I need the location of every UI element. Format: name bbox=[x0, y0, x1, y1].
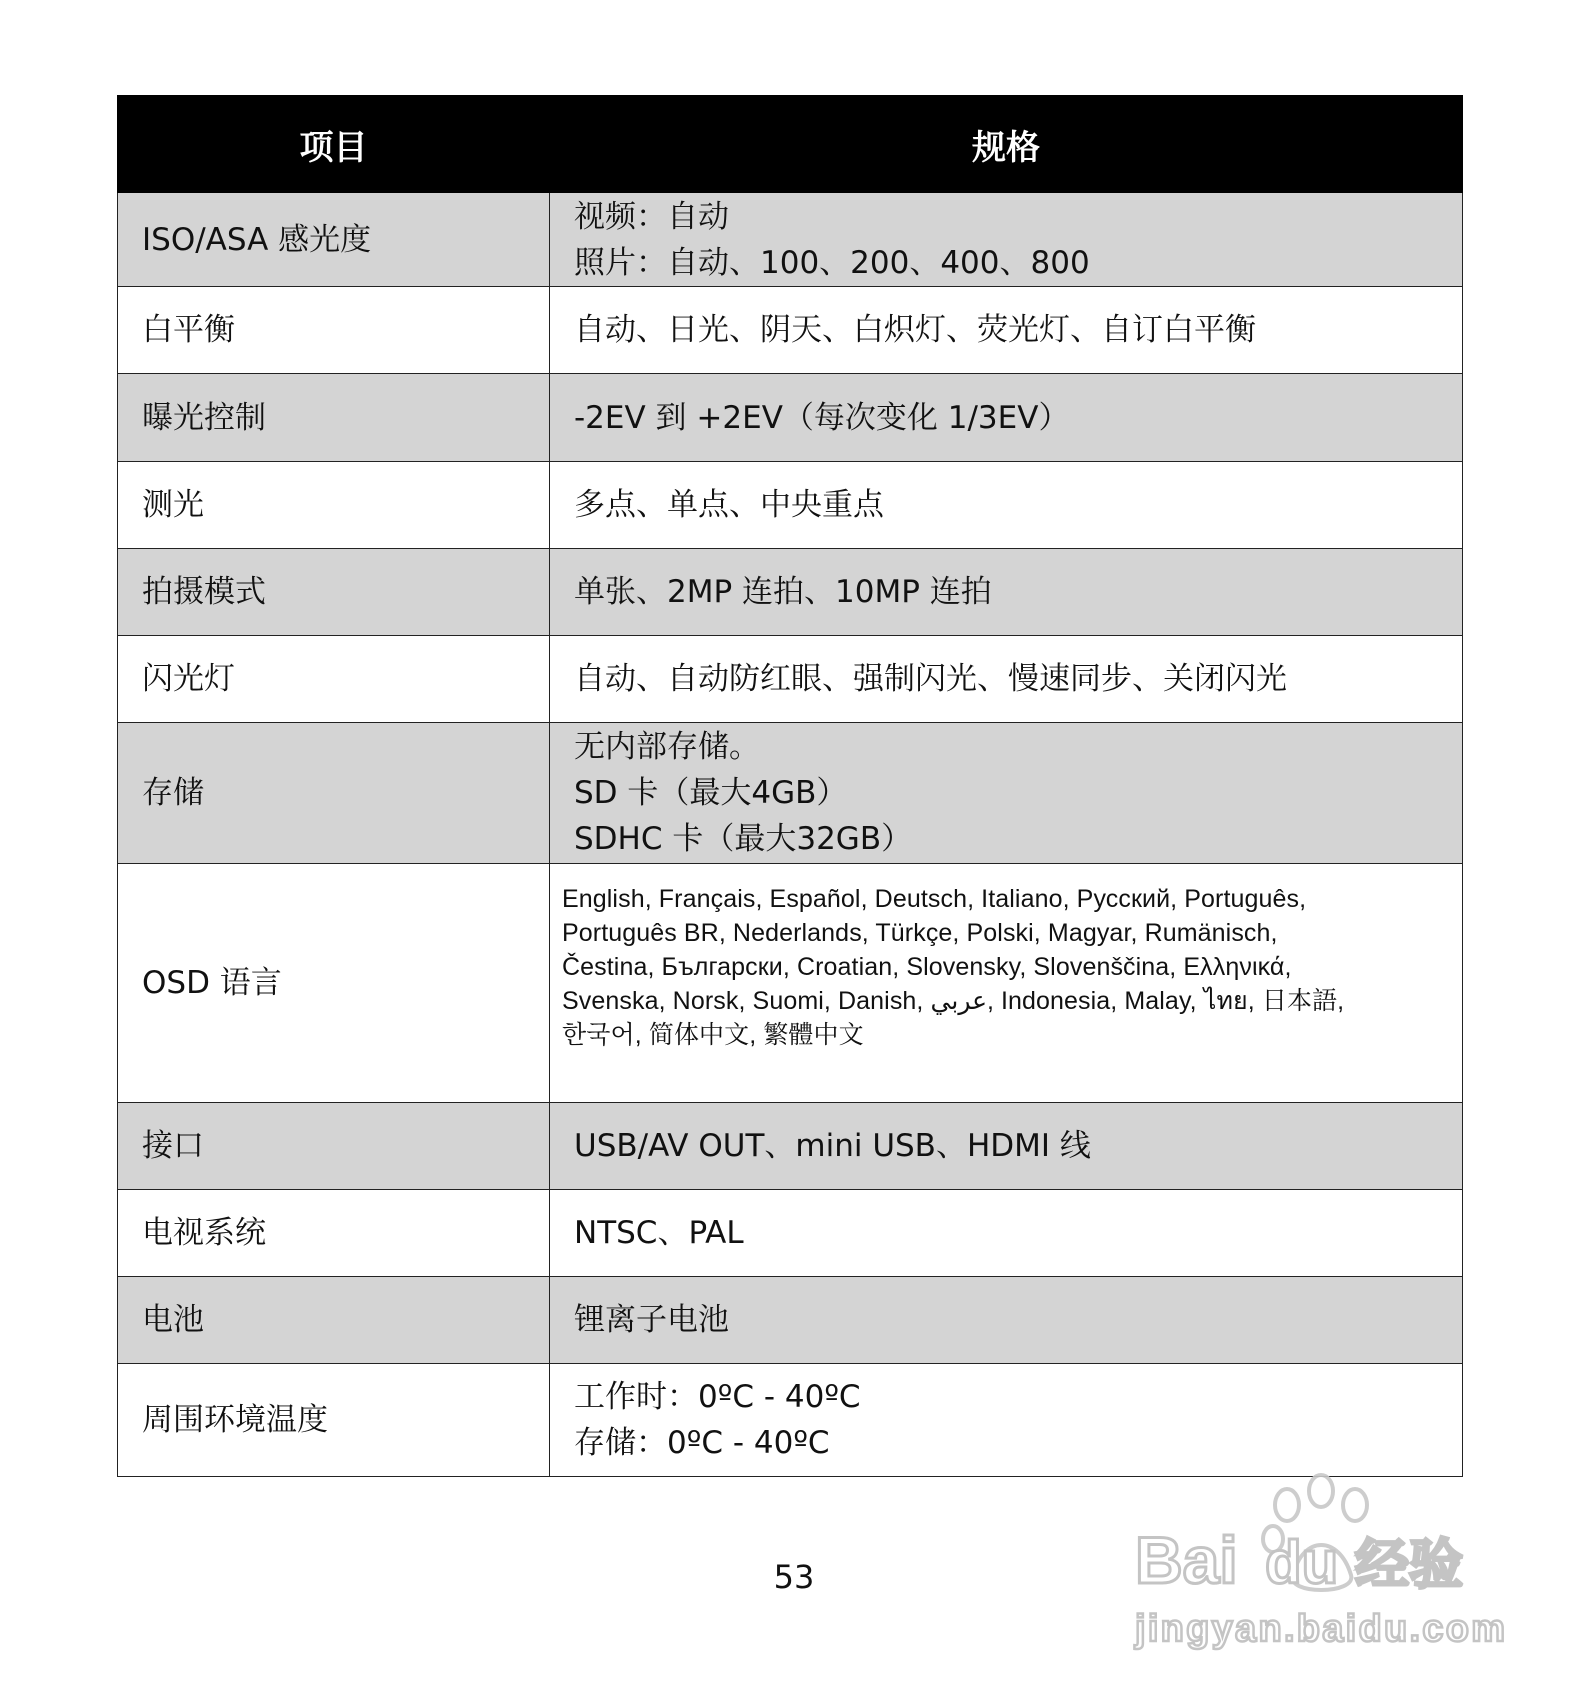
row-item: 闪光灯 bbox=[118, 636, 550, 723]
row-spec bbox=[550, 193, 1463, 287]
language-line: Čestina, Български, Croatian, Slovensky, Slovenščina, Ελληνικά, bbox=[562, 953, 1292, 981]
table-row bbox=[118, 1364, 1463, 1477]
spec-line: 多点、单点、中央重点 bbox=[574, 487, 884, 523]
language-line: Svenska, Norsk, Suomi, Danish, عربي, Indonesia, Malay, ไทย, 日本語, bbox=[562, 987, 1345, 1015]
table-row bbox=[118, 723, 1463, 864]
row-spec-languages bbox=[550, 864, 1463, 1103]
table-row bbox=[118, 1190, 1463, 1277]
language-line: 한국어, 简体中文, 繁體中文 bbox=[562, 1021, 864, 1049]
header-item: 项目 bbox=[118, 96, 550, 193]
row-item: 电视系统 bbox=[118, 1190, 550, 1277]
table-row bbox=[118, 1103, 1463, 1190]
spec-line: 无内部存储。 bbox=[574, 729, 760, 765]
row-spec bbox=[550, 374, 1463, 462]
spec-line: NTSC、PAL bbox=[574, 1215, 744, 1251]
row-spec bbox=[550, 1277, 1463, 1364]
svg-text:经验: 经验 bbox=[1355, 1533, 1463, 1596]
table-header-row bbox=[118, 96, 1463, 193]
table-row bbox=[118, 287, 1463, 374]
row-spec bbox=[550, 1103, 1463, 1190]
row-item: 存储 bbox=[118, 723, 550, 864]
spec-line: -2EV 到 +2EV（每次变化 1/3EV） bbox=[574, 399, 1070, 436]
row-item: OSD 语言 bbox=[118, 864, 550, 1103]
table-row bbox=[118, 193, 1463, 287]
row-item: 测光 bbox=[118, 462, 550, 549]
table-row bbox=[118, 636, 1463, 723]
spec-line: 锂离子电池 bbox=[574, 1302, 729, 1338]
spec-line: 单张、2MP 连拍、10MP 连拍 bbox=[574, 574, 992, 610]
svg-text:Bai: Bai bbox=[1135, 1523, 1238, 1597]
table-row bbox=[118, 864, 1463, 1103]
spec-line: SDHC 卡（最大32GB） bbox=[574, 821, 913, 857]
row-spec bbox=[550, 723, 1463, 864]
row-item: 电池 bbox=[118, 1277, 550, 1364]
svg-text:du: du bbox=[1265, 1529, 1339, 1596]
spec-line: 工作时：0ºC - 40ºC bbox=[574, 1379, 861, 1415]
table-row bbox=[118, 1277, 1463, 1364]
svg-text:jingyan.baidu.com: jingyan.baidu.com bbox=[1135, 1608, 1505, 1650]
row-item: 周围环境温度 bbox=[118, 1364, 550, 1477]
row-spec bbox=[550, 287, 1463, 374]
row-spec bbox=[550, 1364, 1463, 1477]
table-row bbox=[118, 549, 1463, 636]
baidu-watermark-logo bbox=[1125, 1465, 1515, 1655]
table-row bbox=[118, 374, 1463, 462]
row-item: 拍摄模式 bbox=[118, 549, 550, 636]
table-row bbox=[118, 462, 1463, 549]
row-item: ISO/ASA 感光度 bbox=[118, 193, 550, 287]
language-line: Português BR, Nederlands, Türkçe, Polski, Magyar, Rumänisch, bbox=[562, 919, 1278, 947]
spec-table bbox=[117, 95, 1463, 1477]
row-item: 接口 bbox=[118, 1103, 550, 1190]
language-line: English, Français, Español, Deutsch, Italiano, Русский, Português, bbox=[562, 885, 1307, 913]
spec-line: USB/AV OUT、mini USB、HDMI 线 bbox=[574, 1128, 1091, 1164]
row-item: 白平衡 bbox=[118, 287, 550, 374]
row-item: 曝光控制 bbox=[118, 374, 550, 462]
spec-line: 照片：自动、100、200、400、800 bbox=[574, 244, 1090, 281]
row-spec bbox=[550, 462, 1463, 549]
spec-line: 存储：0ºC - 40ºC bbox=[574, 1425, 830, 1461]
page-number: 53 bbox=[773, 1558, 815, 1596]
spec-line: 视频：自动 bbox=[574, 198, 729, 235]
row-spec bbox=[550, 549, 1463, 636]
spec-line: 自动、日光、阴天、白炽灯、荧光灯、自订白平衡 bbox=[574, 312, 1256, 348]
spec-line: 自动、自动防红眼、强制闪光、慢速同步、关闭闪光 bbox=[574, 661, 1287, 697]
header-spec: 规格 bbox=[550, 96, 1463, 193]
row-spec bbox=[550, 636, 1463, 723]
spec-line: SD 卡（最大4GB） bbox=[574, 775, 848, 811]
row-spec bbox=[550, 1190, 1463, 1277]
